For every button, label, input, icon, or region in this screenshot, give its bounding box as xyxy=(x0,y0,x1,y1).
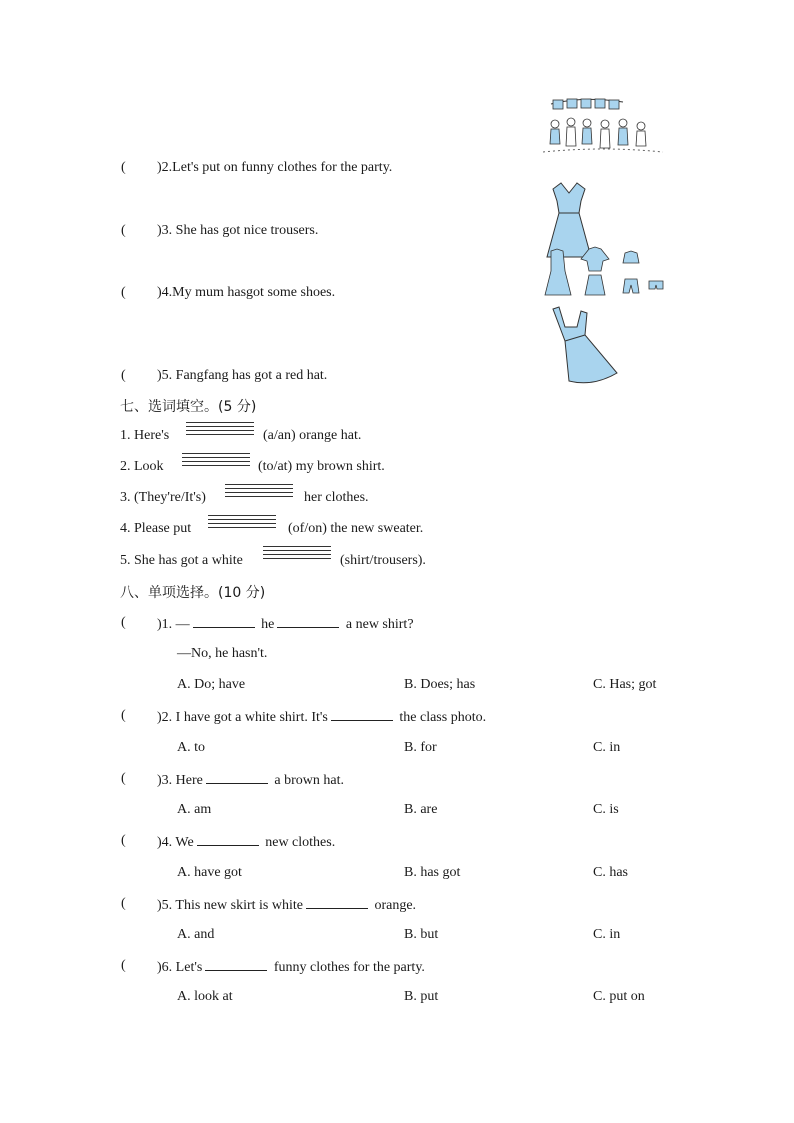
section-title-part7: 七、选词填空。(5 分) xyxy=(120,399,257,415)
option-b[interactable]: B. has got xyxy=(404,865,461,880)
answer-lines[interactable] xyxy=(208,515,276,531)
option-c[interactable]: C. has xyxy=(593,865,628,880)
question-stem: )5. This new skirt is white orange. xyxy=(157,898,417,913)
option-c[interactable]: C. in xyxy=(593,927,621,942)
answer-blank[interactable] xyxy=(306,896,368,909)
answer-blank[interactable] xyxy=(206,771,268,784)
fill-text-before: 2. Look xyxy=(120,459,164,474)
question-stem: )4. We new clothes. xyxy=(157,835,336,850)
fill-text-after: (of/on) the new sweater. xyxy=(288,521,424,536)
fill-text-before: 5. She has got a white xyxy=(120,553,243,568)
item-text: )5. Fangfang has got a red hat. xyxy=(157,368,328,383)
fill-text-after: (to/at) my brown shirt. xyxy=(258,459,385,474)
option-b[interactable]: B. but xyxy=(404,927,439,942)
option-c[interactable]: C. Has; got xyxy=(593,677,657,692)
fill-text-before: 3. (They're/It's) xyxy=(120,490,206,505)
option-b[interactable]: B. put xyxy=(404,989,439,1004)
answer-blank[interactable] xyxy=(277,615,339,628)
pinafore-dress-picture xyxy=(543,305,621,385)
answer-bracket-open[interactable]: ( xyxy=(121,896,126,911)
answer-lines[interactable] xyxy=(182,453,250,469)
question-stem: )1. — he a new shirt? xyxy=(157,617,414,632)
option-a[interactable]: A. look at xyxy=(177,989,233,1004)
answer-bracket-open[interactable]: ( xyxy=(121,368,126,383)
answer-blank[interactable] xyxy=(331,708,393,721)
answer-bracket-open[interactable]: ( xyxy=(121,708,126,723)
question-stem: )3. Here a brown hat. xyxy=(157,773,344,788)
fill-text-before: 1. Here's xyxy=(120,428,170,443)
answer-lines[interactable] xyxy=(225,484,293,500)
item-text: )4.My mum hasgot some shoes. xyxy=(157,285,336,300)
party-scene-picture xyxy=(543,96,667,162)
answer-lines[interactable] xyxy=(263,546,331,562)
option-c[interactable]: C. is xyxy=(593,802,619,817)
item-text: )3. She has got nice trousers. xyxy=(157,223,319,238)
answer-lines[interactable] xyxy=(186,422,254,438)
answer-blank[interactable] xyxy=(205,958,267,971)
option-b[interactable]: B. Does; has xyxy=(404,677,476,692)
item-text: )2.Let's put on funny clothes for the party. xyxy=(157,160,393,175)
option-a[interactable]: A. have got xyxy=(177,865,242,880)
question-reply: —No, he hasn't. xyxy=(177,646,268,661)
option-c[interactable]: C. put on xyxy=(593,989,645,1004)
option-a[interactable]: A. Do; have xyxy=(177,677,246,692)
section-title-part8: 八、单项选择。(10 分) xyxy=(120,585,266,601)
option-a[interactable]: A. and xyxy=(177,927,215,942)
fill-text-after: (shirt/trousers). xyxy=(340,553,426,568)
answer-bracket-open[interactable]: ( xyxy=(121,160,126,175)
answer-bracket-open[interactable]: ( xyxy=(121,833,126,848)
clothes-set-picture xyxy=(543,245,667,299)
question-stem: )2. I have got a white shirt. It's the class photo. xyxy=(157,710,487,725)
answer-blank[interactable] xyxy=(193,615,255,628)
option-a[interactable]: A. to xyxy=(177,740,205,755)
answer-bracket-open[interactable]: ( xyxy=(121,771,126,786)
fill-text-after: (a/an) orange hat. xyxy=(263,428,362,443)
answer-bracket-open[interactable]: ( xyxy=(121,285,126,300)
answer-bracket-open[interactable]: ( xyxy=(121,223,126,238)
answer-bracket-open[interactable]: ( xyxy=(121,958,126,973)
option-a[interactable]: A. am xyxy=(177,802,212,817)
option-b[interactable]: B. for xyxy=(404,740,437,755)
option-b[interactable]: B. are xyxy=(404,802,438,817)
answer-bracket-open[interactable]: ( xyxy=(121,615,126,630)
option-c[interactable]: C. in xyxy=(593,740,621,755)
answer-blank[interactable] xyxy=(197,833,259,846)
fill-text-after: her clothes. xyxy=(304,490,369,505)
fill-text-before: 4. Please put xyxy=(120,521,192,536)
question-stem: )6. Let's funny clothes for the party. xyxy=(157,960,425,975)
